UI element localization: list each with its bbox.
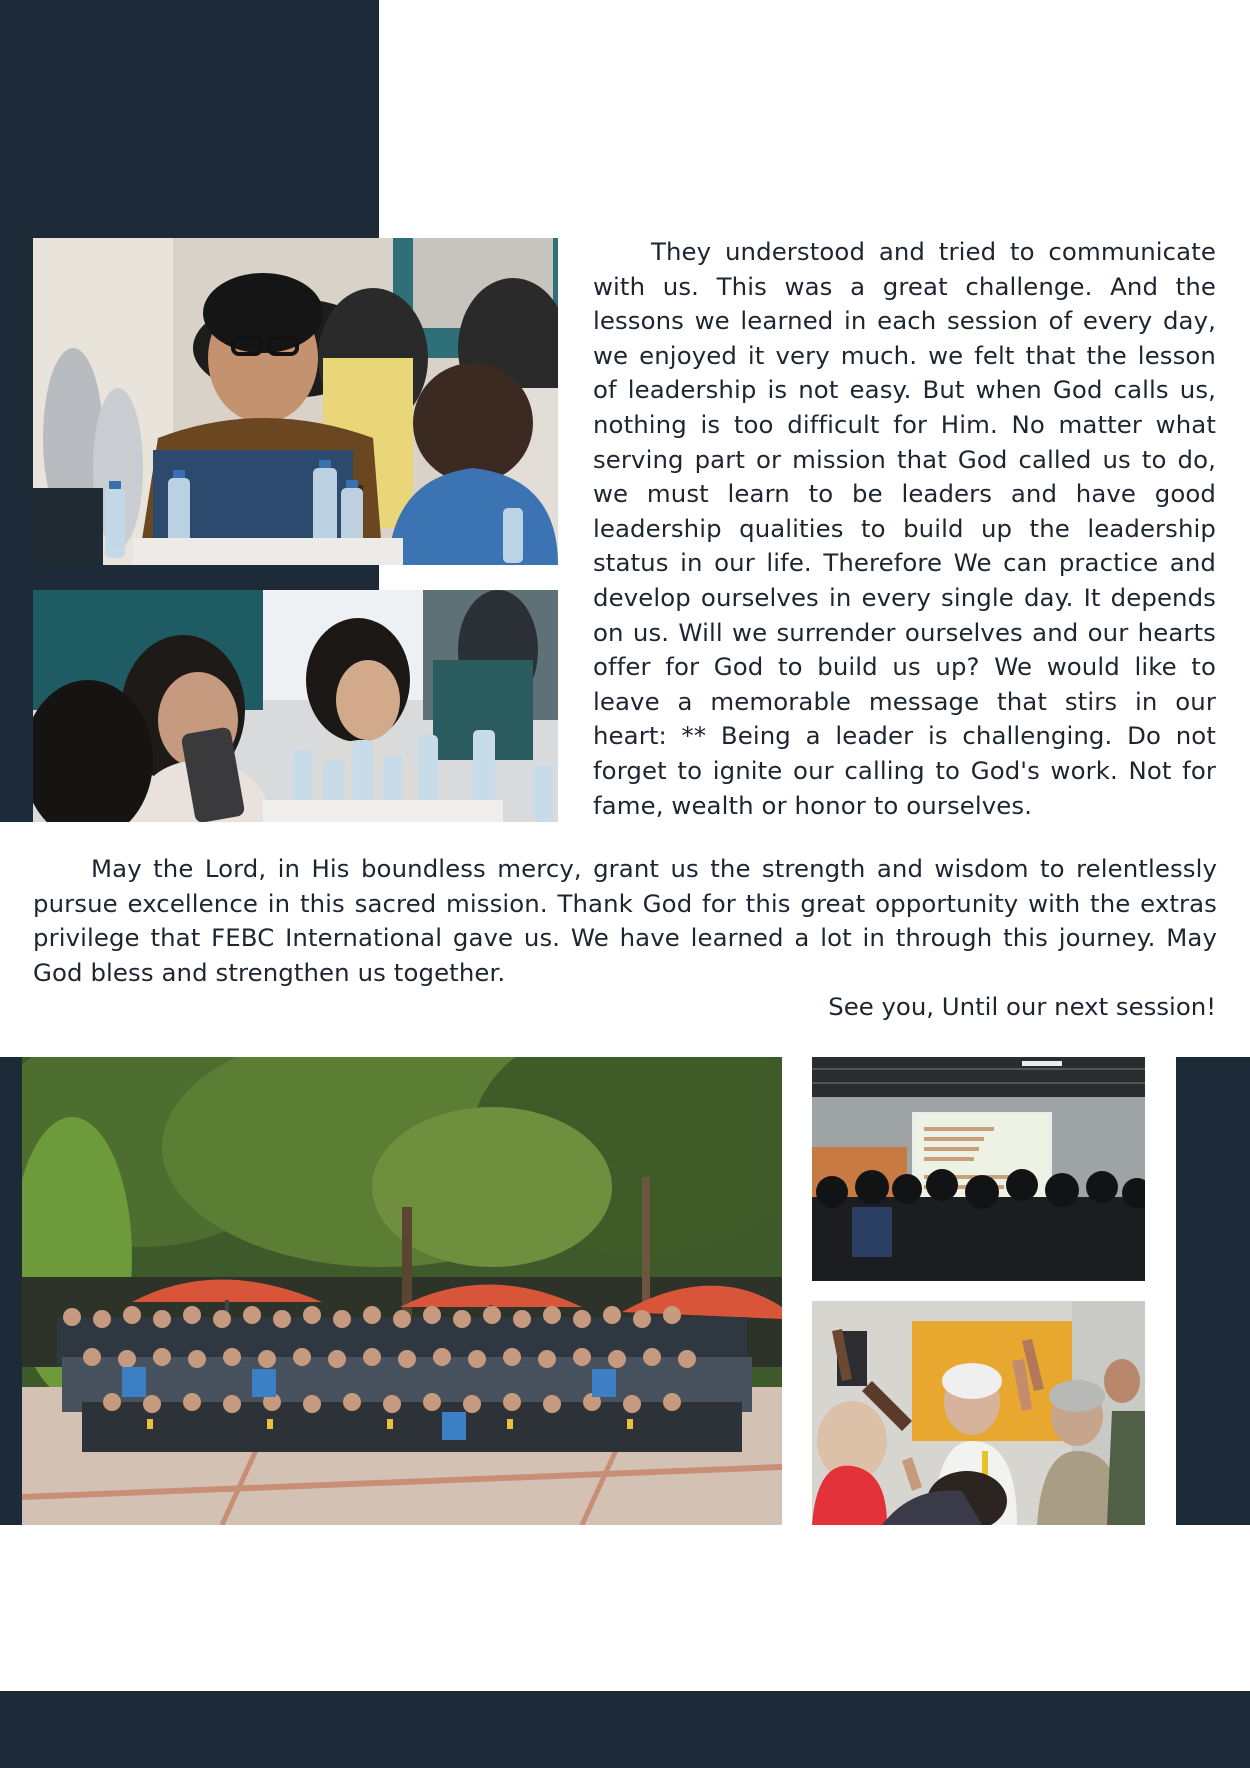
body-paragraph-2: May the Lord, in His boundless mercy, grant us the strength and wisdom to relentlessly pursue excellence in this sacred mission. Thank God for this great opportunity with the extras privilege that FEBC International gave us. We have learned a lot in through this journey. May God bless and strengthen us together. [33, 854, 1217, 987]
navy-band-bottom-right [1176, 1057, 1250, 1525]
photo-group-under-trees [22, 1057, 782, 1525]
body-paragraph-1: They understood and tried to communicate with us. This was a great challenge. And the lessons we learned in each session of every day, we enjoyed it very much. we felt that the lesson of leadership is not easy. But when God calls us, nothing is too difficult for Him. No matter what serving part or mission that God called us to do, we must learn to be leaders and have good leadership qualities to build up the leadership status in our life. Therefore We can practice and develop ourselves in every single day. It depends on us. Will we surrender ourselves and our hearts offer for God to build us up? We would like to leave a memorable message that stirs in our heart: ** Being a leader is challenging. Do not forget to ignite our calling to God's work. Not for fame, wealth or honor to ourselves. [593, 237, 1216, 820]
photo-worship-projector [812, 1057, 1145, 1281]
photo-women-taking-notes [33, 590, 558, 822]
navy-footer-bar [0, 1691, 1250, 1768]
photo-laying-on-hands-prayer [812, 1301, 1145, 1525]
photo-seminar-man-with-glasses [33, 238, 558, 565]
closing-line: See you, Until our next session! [828, 992, 1216, 1021]
navy-band-bottom-left [0, 1057, 22, 1525]
